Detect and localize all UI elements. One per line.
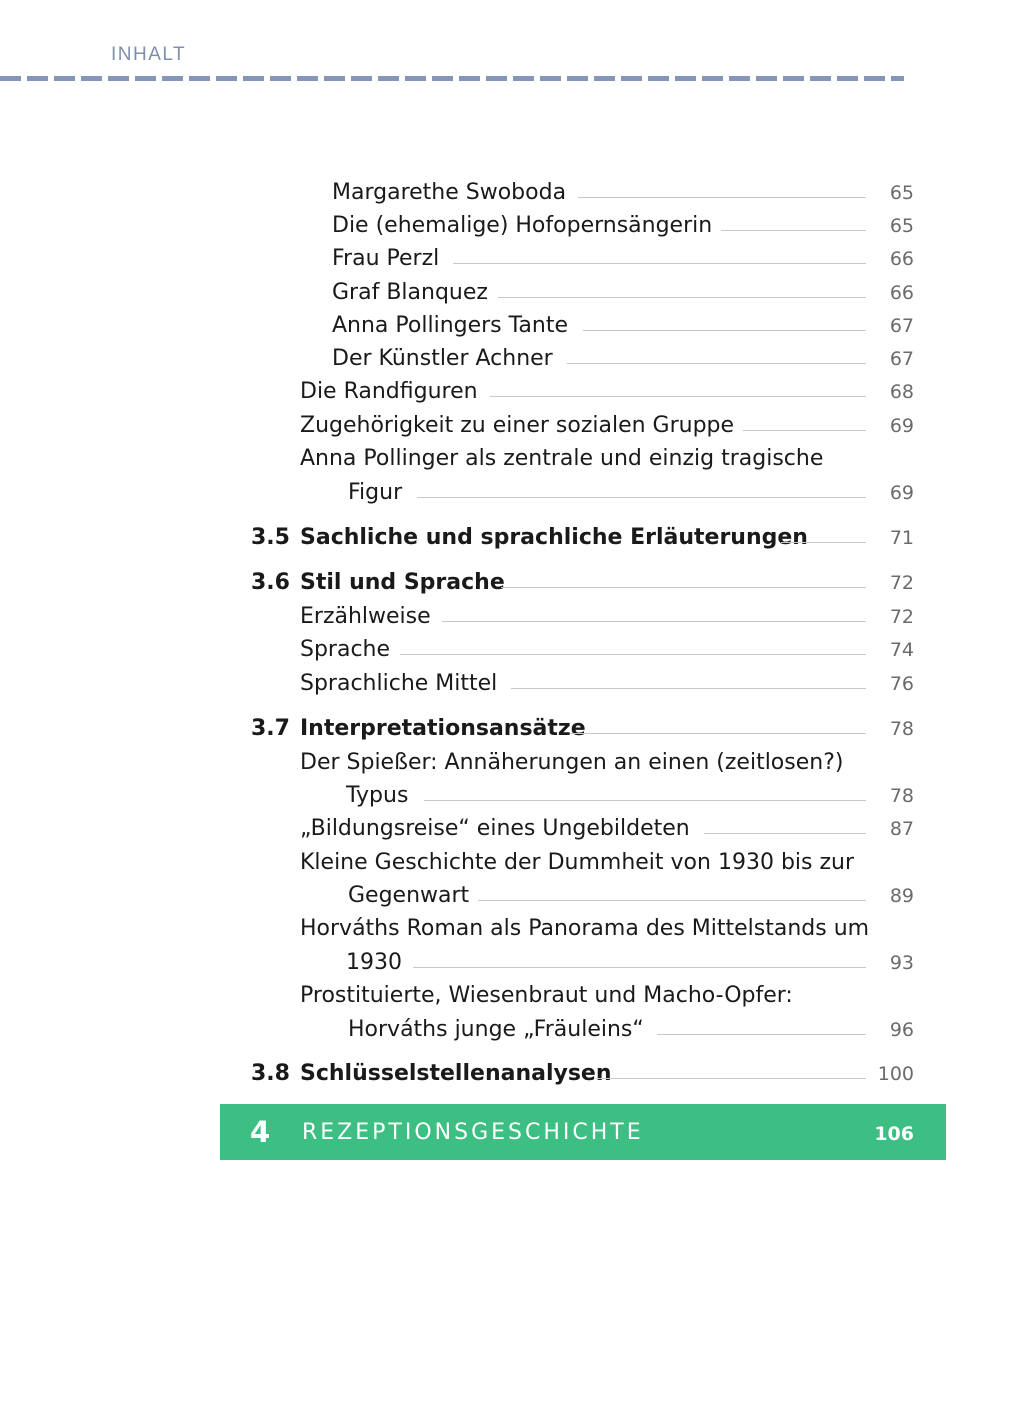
toc-entry-title: Sprachliche Mittel [300, 671, 498, 696]
toc-entry-title: 1930 [346, 950, 402, 975]
toc-section-3-5[interactable] [0, 521, 1024, 554]
toc-leader [498, 297, 866, 298]
toc-entry[interactable] [0, 409, 1024, 442]
toc-leader [501, 587, 866, 588]
toc-section-number: 3.7 [251, 716, 290, 741]
toc-entry[interactable] [0, 242, 1024, 275]
toc-entry-title: Margarethe Swoboda [332, 180, 567, 205]
toc-section-3-8[interactable] [0, 1057, 1024, 1090]
toc-leader [400, 654, 866, 655]
toc-entry[interactable] [0, 176, 1024, 209]
toc-leader [570, 733, 866, 734]
toc-leader [583, 330, 866, 331]
toc-entry-page: 76 [889, 673, 914, 695]
chapter-heading-bar[interactable] [220, 1104, 946, 1160]
toc-entry-title: Sachliche und sprachliche Erläuterungen [300, 525, 808, 550]
toc-leader [424, 800, 866, 801]
toc-entry-page: 66 [889, 282, 914, 304]
toc-entry-title: Horváths Roman als Panorama des Mittelstands um [300, 916, 870, 941]
toc-entry[interactable] [0, 442, 1024, 475]
toc-entry-title: Gegenwart [348, 883, 470, 908]
toc-entry-page: 96 [889, 1019, 914, 1041]
toc-leader [657, 1034, 866, 1035]
toc-entry-title: Der Spießer: Annäherungen an einen (zeitlosen?) [300, 750, 844, 775]
toc-entry-page: 68 [889, 381, 914, 403]
toc-entry-page: 69 [889, 415, 914, 437]
toc-entry[interactable] [0, 209, 1024, 242]
toc-entry[interactable] [0, 276, 1024, 309]
toc-leader [442, 621, 866, 622]
toc-entry[interactable] [0, 812, 1024, 845]
toc-entry[interactable] [0, 846, 1024, 879]
chapter-page: 106 [874, 1123, 914, 1145]
toc-leader [417, 497, 866, 498]
toc-entry[interactable] [0, 912, 1024, 945]
toc-entry[interactable] [0, 600, 1024, 633]
toc-entry-continuation[interactable] [0, 946, 1024, 979]
toc-entry[interactable] [0, 667, 1024, 700]
toc-leader [490, 396, 866, 397]
toc-entry-title: „Bildungsreise“ eines Ungebildeten [300, 816, 690, 841]
toc-entry[interactable] [0, 979, 1024, 1012]
toc-leader [781, 542, 866, 543]
toc-entry-page: 89 [889, 885, 914, 907]
toc-leader [704, 833, 866, 834]
toc-leader [413, 967, 866, 968]
toc-entry-title: Der Künstler Achner [332, 346, 553, 371]
toc-entry-continuation[interactable] [0, 1013, 1024, 1046]
toc-entry-title: Horváths junge „Fräuleins“ [348, 1017, 644, 1042]
toc-entry[interactable] [0, 633, 1024, 666]
running-head: INHALT [111, 44, 187, 65]
toc-entry[interactable] [0, 375, 1024, 408]
toc-entry[interactable] [0, 746, 1024, 779]
toc-entry-page: 87 [889, 818, 914, 840]
toc-entry-page: 72 [889, 606, 914, 628]
toc-section-number: 3.6 [251, 570, 290, 595]
toc-entry-page: 78 [889, 718, 914, 740]
toc-entry-title: Erzählweise [300, 604, 431, 629]
toc-entry-continuation[interactable] [0, 879, 1024, 912]
toc-entry-title: Die (ehemalige) Hofopernsängerin [332, 213, 713, 238]
toc-entry-page: 65 [889, 182, 914, 204]
toc-entry-title: Anna Pollingers Tante [332, 313, 569, 338]
toc-entry-title: Prostituierte, Wiesenbraut und Macho-Opfer: [300, 983, 793, 1008]
chapter-title: REZEPTIONSGESCHICHTE [302, 1120, 644, 1145]
chapter-number: 4 [250, 1115, 271, 1149]
toc-leader [453, 263, 866, 264]
toc-entry[interactable] [0, 309, 1024, 342]
toc-entry-page: 71 [889, 527, 914, 549]
toc-section-number: 3.5 [251, 525, 290, 550]
toc-entry-title: Interpretationsansätze [300, 716, 586, 741]
toc-entry-page: 67 [889, 348, 914, 370]
toc-entry-title: Sprache [300, 637, 391, 662]
toc-entry-title: Stil und Sprache [300, 570, 505, 595]
toc-entry-page: 67 [889, 315, 914, 337]
toc-entry-page: 66 [889, 248, 914, 270]
toc-entry-title: Kleine Geschichte der Dummheit von 1930 bis zur [300, 850, 855, 875]
toc-entry-title: Graf Blanquez [332, 280, 488, 305]
toc-entry-title: Typus [346, 783, 409, 808]
toc-entry-title: Die Randfiguren [300, 379, 478, 404]
toc-entry-title: Frau Perzl [332, 246, 440, 271]
toc-leader [567, 363, 866, 364]
toc-entry-page: 100 [877, 1063, 914, 1085]
toc-leader [721, 230, 866, 231]
toc-entry-page: 78 [889, 785, 914, 807]
toc-entry-title: Anna Pollinger als zentrale und einzig tragische [300, 446, 824, 471]
toc-entry-page: 65 [889, 215, 914, 237]
toc-section-number: 3.8 [251, 1061, 290, 1086]
toc-entry-continuation[interactable] [0, 779, 1024, 812]
toc-leader [478, 900, 866, 901]
toc-section-3-7[interactable] [0, 712, 1024, 745]
toc-entry-continuation[interactable] [0, 476, 1024, 509]
toc-leader [743, 430, 866, 431]
dashed-header-rule [0, 76, 904, 81]
toc-entry-page: 69 [889, 482, 914, 504]
toc-entry-title: Schlüsselstellenanalysen [300, 1061, 612, 1086]
toc-entry-title: Figur [348, 480, 403, 505]
toc-leader [511, 688, 866, 689]
toc-leader [578, 197, 866, 198]
toc-leader [596, 1078, 866, 1079]
toc-entry-title: Zugehörigkeit zu einer sozialen Gruppe [300, 413, 735, 438]
toc-entry-page: 72 [889, 572, 914, 594]
toc-section-3-6[interactable] [0, 566, 1024, 599]
toc-entry[interactable] [0, 342, 1024, 375]
toc-entry-page: 93 [889, 952, 914, 974]
toc-entry-page: 74 [889, 639, 914, 661]
